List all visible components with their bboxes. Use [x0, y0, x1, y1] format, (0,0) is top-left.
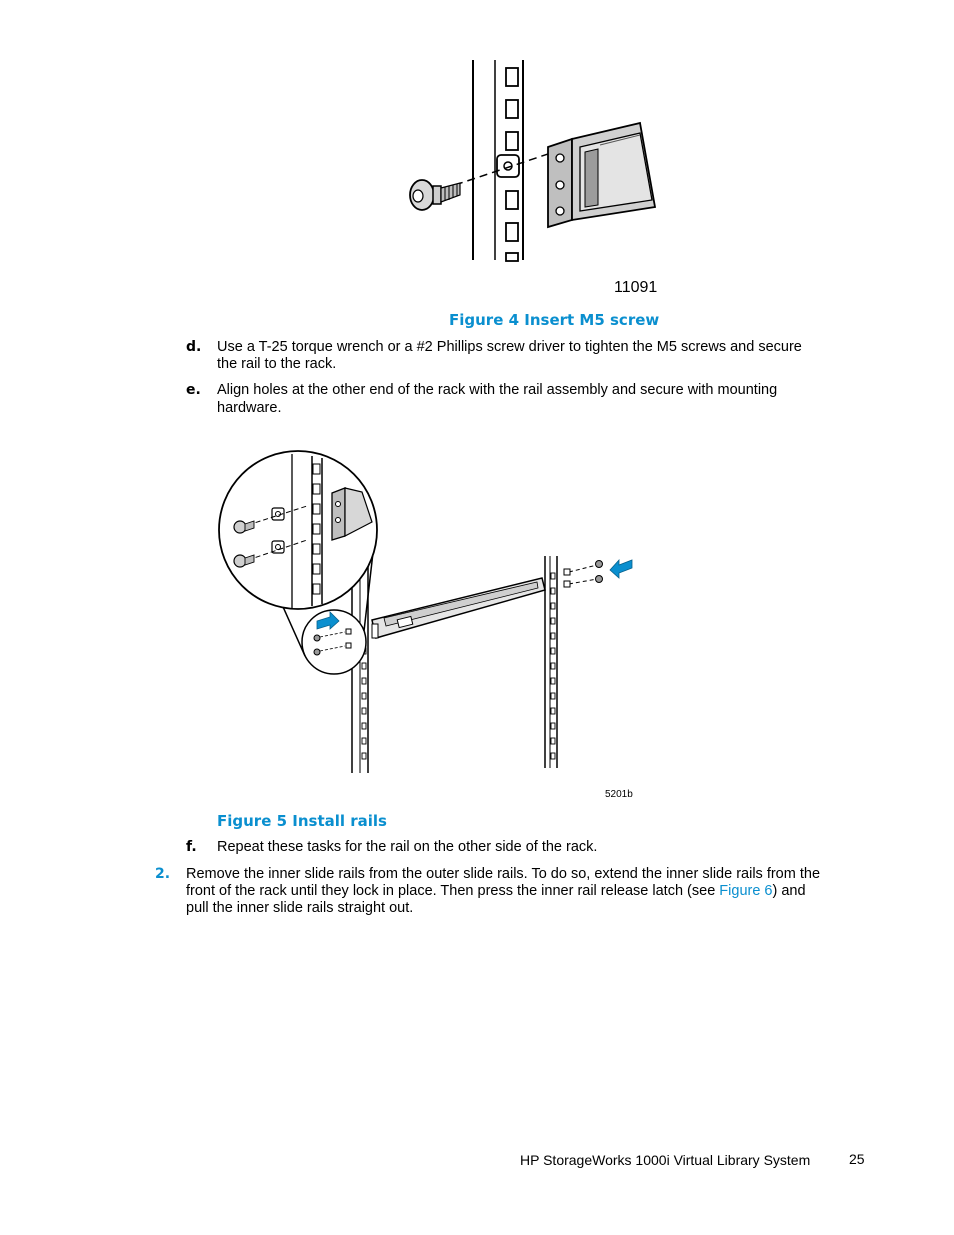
footer-title: HP StorageWorks 1000i Virtual Library System — [520, 1152, 811, 1168]
arrow-icon — [610, 560, 632, 578]
step-e-line1: Align holes at the other end of the rack with the rail assembly and secure with mounting — [217, 382, 778, 398]
figure-5-illustration — [212, 448, 642, 778]
step-2-line2-text: front of the rack until they lock in place. Then press the inner rail release latch (see — [186, 883, 720, 899]
step-d-line2: the rail to the rack. — [217, 356, 337, 372]
step-d-line1: Use a T-25 torque wrench or a #2 Phillips screw driver to tighten the M5 screws and secure — [217, 339, 802, 355]
figure-4-caption: Figure 4 Insert M5 screw — [449, 311, 660, 329]
screw-icon — [410, 180, 460, 210]
step-d-marker: d. — [186, 339, 202, 355]
step-e-marker: e. — [186, 382, 201, 398]
figure-4-illustration — [400, 55, 670, 265]
step-2-line2-end: ) and — [772, 883, 806, 899]
cage-nut-icon — [564, 569, 570, 587]
step-2-line3: pull the inner slide rails straight out. — [186, 900, 414, 916]
figure-5-caption: Figure 5 Install rails — [217, 812, 387, 830]
step-f-marker: f. — [186, 839, 197, 855]
step-2-line1: Remove the inner slide rails from the outer slide rails. To do so, extend the inner slide rails from the — [186, 866, 821, 882]
cage-nut-icon — [497, 155, 519, 177]
figure-6-link[interactable]: Figure 6 — [719, 883, 773, 899]
step-f-text: Repeat these tasks for the rail on the other side of the rack. — [217, 839, 598, 855]
figure-4-code: 11091 — [614, 279, 658, 296]
step-e-line2: hardware. — [217, 400, 282, 416]
figure-5-code: 5201b — [605, 789, 633, 800]
page-number: 25 — [849, 1151, 865, 1167]
step-2-line2 — [186, 883, 806, 901]
screw-icon — [596, 561, 603, 583]
step-2-marker: 2. — [155, 866, 171, 882]
